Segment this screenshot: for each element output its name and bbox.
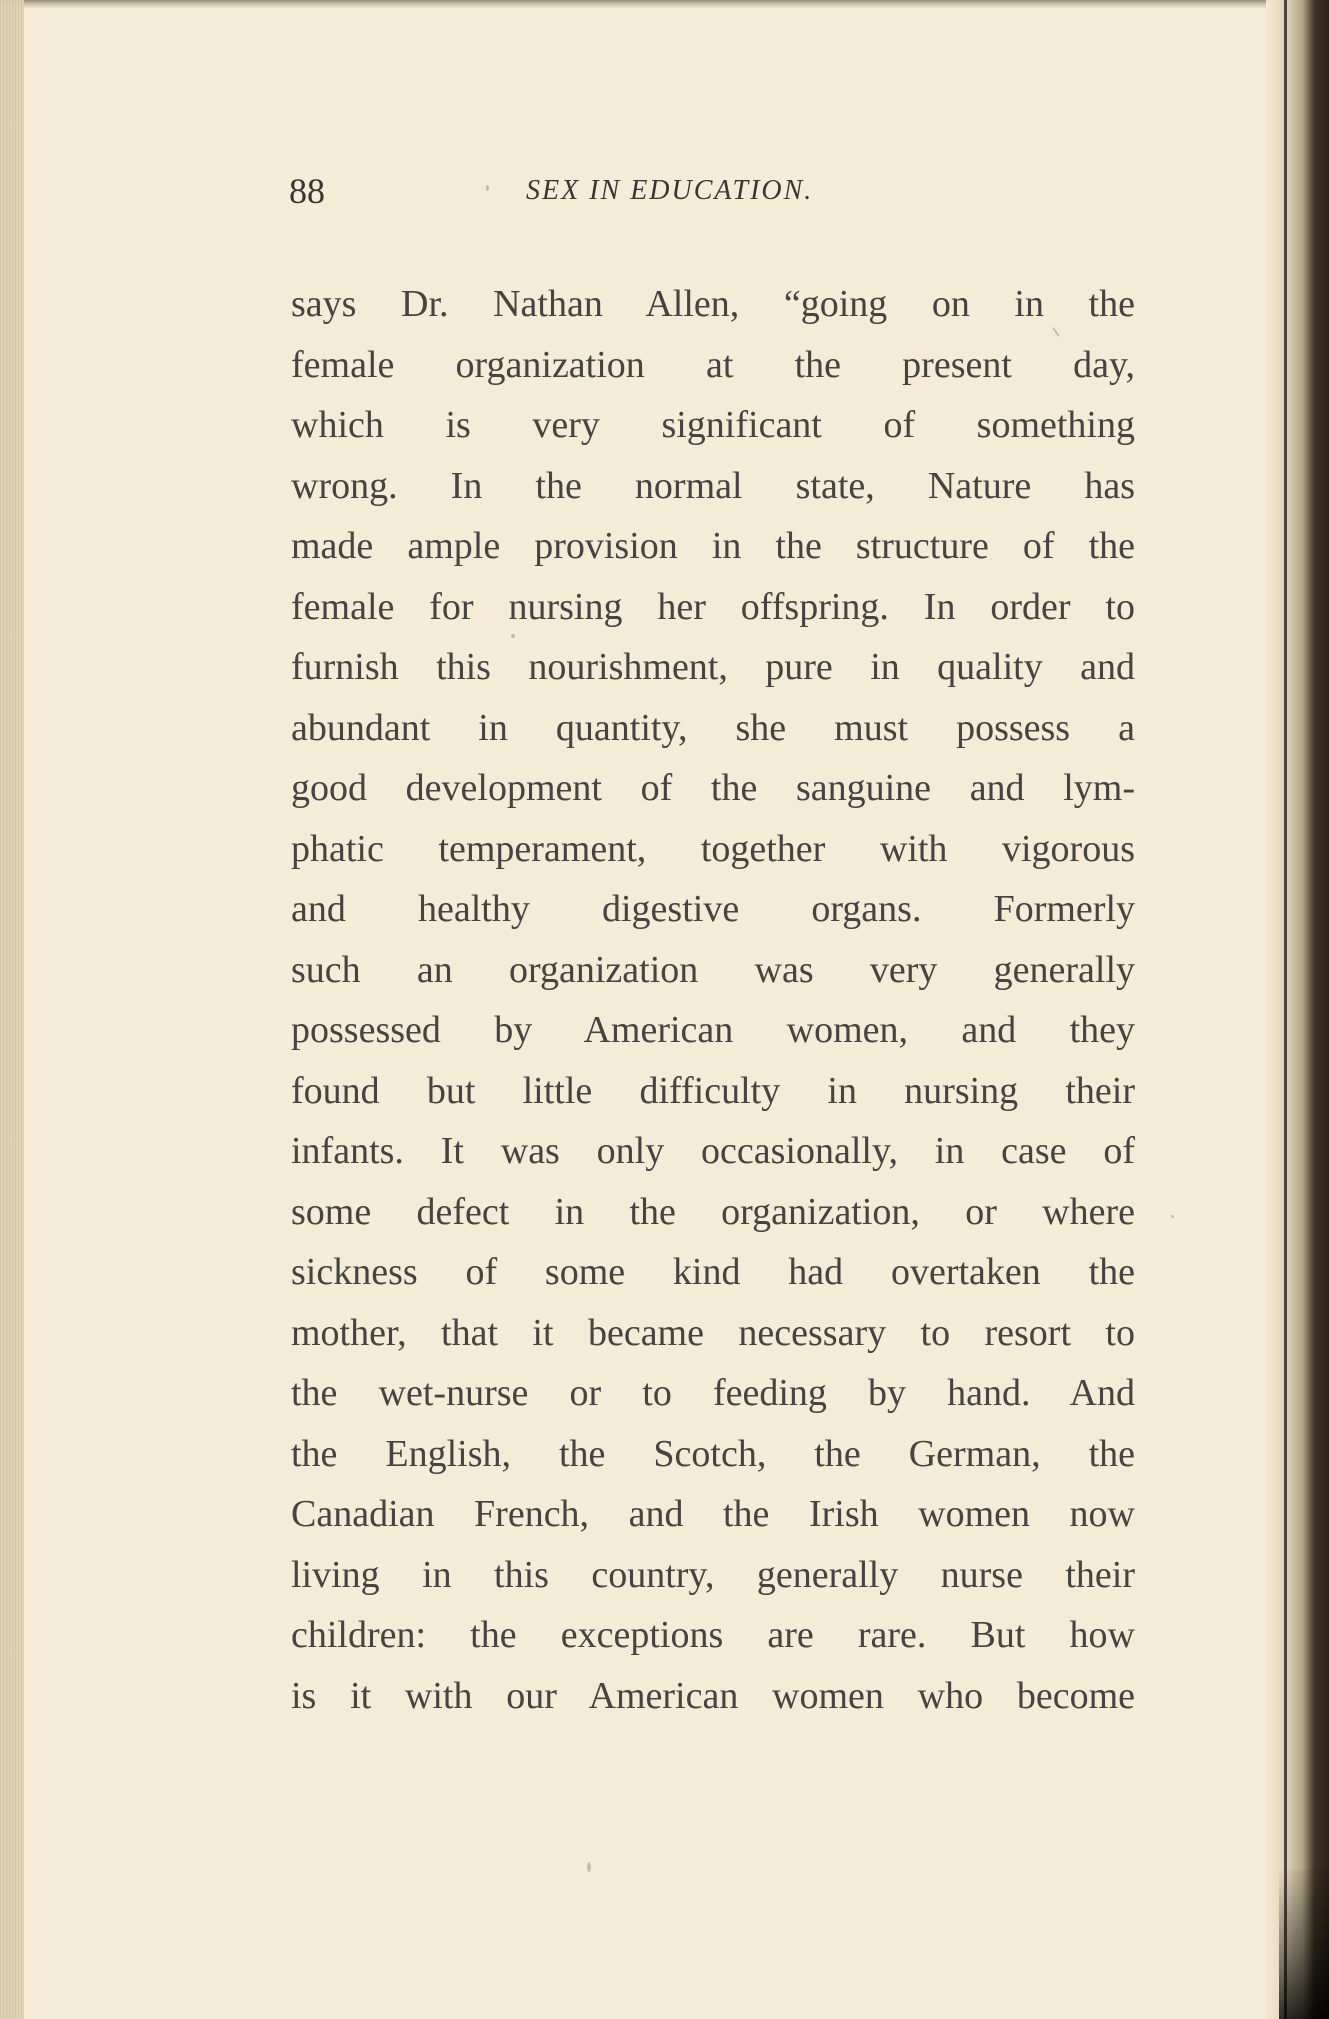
text-line: infants. It was only occasionally, in case of	[291, 1130, 1135, 1172]
text-line: sickness of some kind had overtaken the	[291, 1251, 1135, 1293]
text-line: good development of the sanguine and lym-	[291, 767, 1135, 809]
text-line: mother, that it became necessary to resort to	[291, 1311, 1135, 1354]
text-line: abundant in quantity, she must possess a	[291, 706, 1135, 749]
text-line: possessed by American women, and they	[291, 1009, 1135, 1051]
running-title: SEX IN EDUCATION.	[526, 175, 814, 206]
text-line: living in this country, generally nurse their	[291, 1553, 1135, 1596]
page-header	[289, 173, 899, 223]
text-line: made ample provision in the structure of the	[291, 525, 1135, 567]
paper-speck	[511, 634, 515, 638]
body-text	[291, 274, 1135, 1726]
text-line: wrong. In the normal state, Nature has	[291, 464, 1135, 507]
text-line: says Dr. Nathan Allen, “going on in the	[291, 283, 1135, 325]
text-line: furnish this nourishment, pure in quality and	[291, 646, 1135, 688]
text-line: such an organization was very generally	[291, 948, 1135, 991]
text-line: children: the exceptions are rare. But how	[291, 1614, 1135, 1656]
text-line: female organization at the present day,	[291, 343, 1135, 386]
page-top-edge	[0, 0, 1329, 8]
paper-speck	[486, 185, 489, 191]
text-line: is it with our American women who become	[291, 1674, 1135, 1717]
text-line: some defect in the organization, or where	[291, 1190, 1135, 1233]
text-line: female for nursing her offspring. In order to	[291, 585, 1135, 628]
text-line: found but little difficulty in nursing their	[291, 1069, 1135, 1112]
paper-speck	[1171, 1215, 1174, 1218]
paper-speck	[587, 1862, 591, 1872]
text-line: and healthy digestive organs. Formerly	[291, 888, 1135, 930]
text-line: the wet-nurse or to feeding by hand. And	[291, 1372, 1135, 1414]
text-line: Canadian French, and the Irish women now	[291, 1493, 1135, 1535]
page-number: 88	[289, 171, 325, 211]
text-line: phatic temperament, together with vigorous	[291, 827, 1135, 870]
text-line: the English, the Scotch, the German, the	[291, 1432, 1135, 1475]
text-line: which is very significant of something	[291, 404, 1135, 446]
book-binding	[1266, 0, 1329, 2019]
page-left-edge	[0, 0, 24, 2019]
